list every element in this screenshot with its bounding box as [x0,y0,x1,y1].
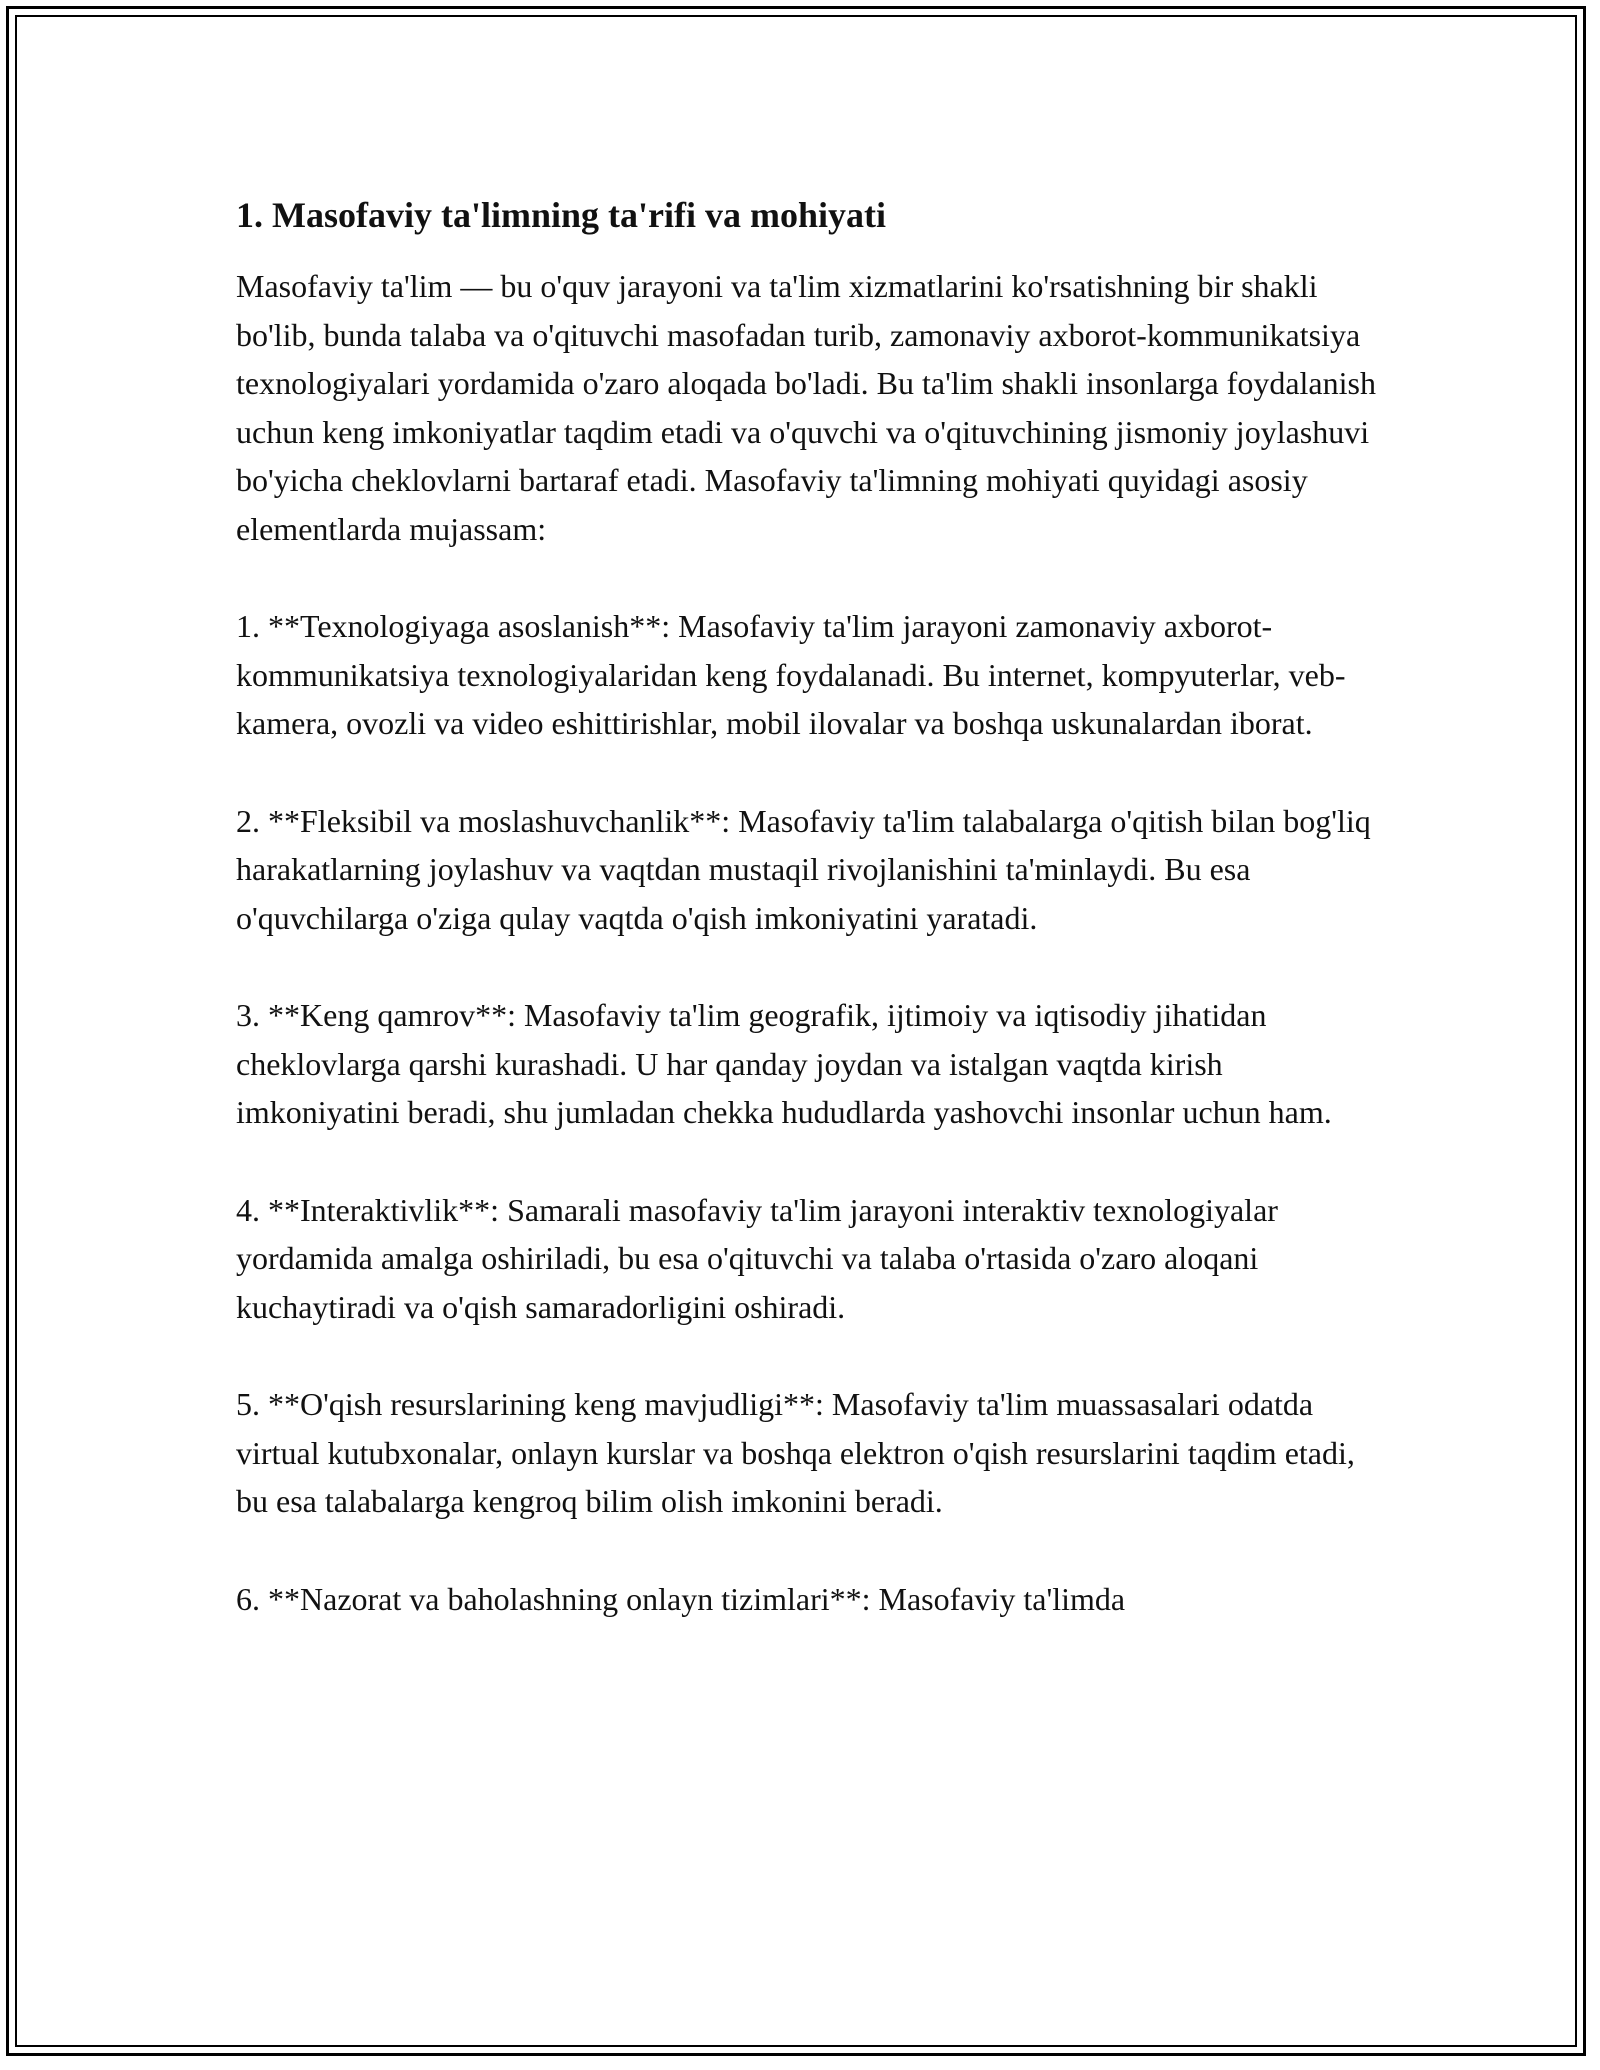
list-item-6: 6. **Nazorat va baholashning onlayn tizimlari**: Masofaviy ta'limda [236,1580,1126,1617]
intro-paragraph: Masofaviy ta'lim — bu o'quv jarayoni va ta'lim xizmatlarini ko'rsatishning bir shakli bo'lib, bunda talaba va o'qituvchi masofadan turib, zamonaviy axborot-kommunikatsiya texnologiyalari yordamida o'zaro aloqada bo'ladi. Bu ta'lim shakli insonlarga foydalanish uchun keng imkoniyatlar taqdim etadi va o'quvchi va o'qituvchining jismoniy joylashuvi bo'yicha cheklovlarni bartaraf etadi. Masofaviy ta'limning mohiyati quyidagi asosiy elementlarda mujassam: [236,268,1376,547]
list-item-3: 3. **Keng qamrov**: Masofaviy ta'lim geografik, ijtimoiy va iqtisodiy jihatidan cheklovlarga qarshi kurashadi. U har qanday joydan va istalgan vaqtda kirish imkoniyatini beradi, shu jumladan chekka hududlarda yashovchi insonlar uchun ham. [236,997,1332,1130]
list-item-5: 5. **O'qish resurslarining keng mavjudligi**: Masofaviy ta'lim muassasalari odatda virtual kutubxonalar, onlayn kurslar va boshqa elektron o'qish resurslarini taqdim etadi, bu esa talabalarga kengroq bilim olish imkonini beradi. [236,1386,1355,1519]
list-item-4: 4. **Interaktivlik**: Samarali masofaviy ta'lim jarayoni interaktiv texnologiyalar yordamida amalga oshiriladi, bu esa o'qituvchi va talaba o'rtasida o'zaro aloqani kuchaytiradi va o'qish samaradorligini oshiradi. [236,1191,1278,1325]
section-heading: 1. Masofaviy ta'limning ta'rifi va mohiyati [236,195,886,235]
list-item-2: 2. **Fleksibil va moslashuvchanlik**: Masofaviy ta'lim talabalarga o'qitish bilan bog'liq harakatlarning joylashuv va vaqtdan mustaqil rivojlanishini ta'minlaydi. Bu esa o'quvchilarga o'ziga qulay vaqtda o'qish imkoniyatini yaratadi. [236,802,1371,936]
document-body [236,190,1386,1623]
list-item-1: 1. **Texnologiyaga asoslanish**: Masofaviy ta'lim jarayoni zamonaviy axborot-kommunikatsiya texnologiyalaridan keng foydalanadi. Bu internet, kompyuterlar, veb-kamera, ovozli va video eshittirishlar, mobil ilovalar va boshqa uskunalardan iborat. [236,608,1346,741]
